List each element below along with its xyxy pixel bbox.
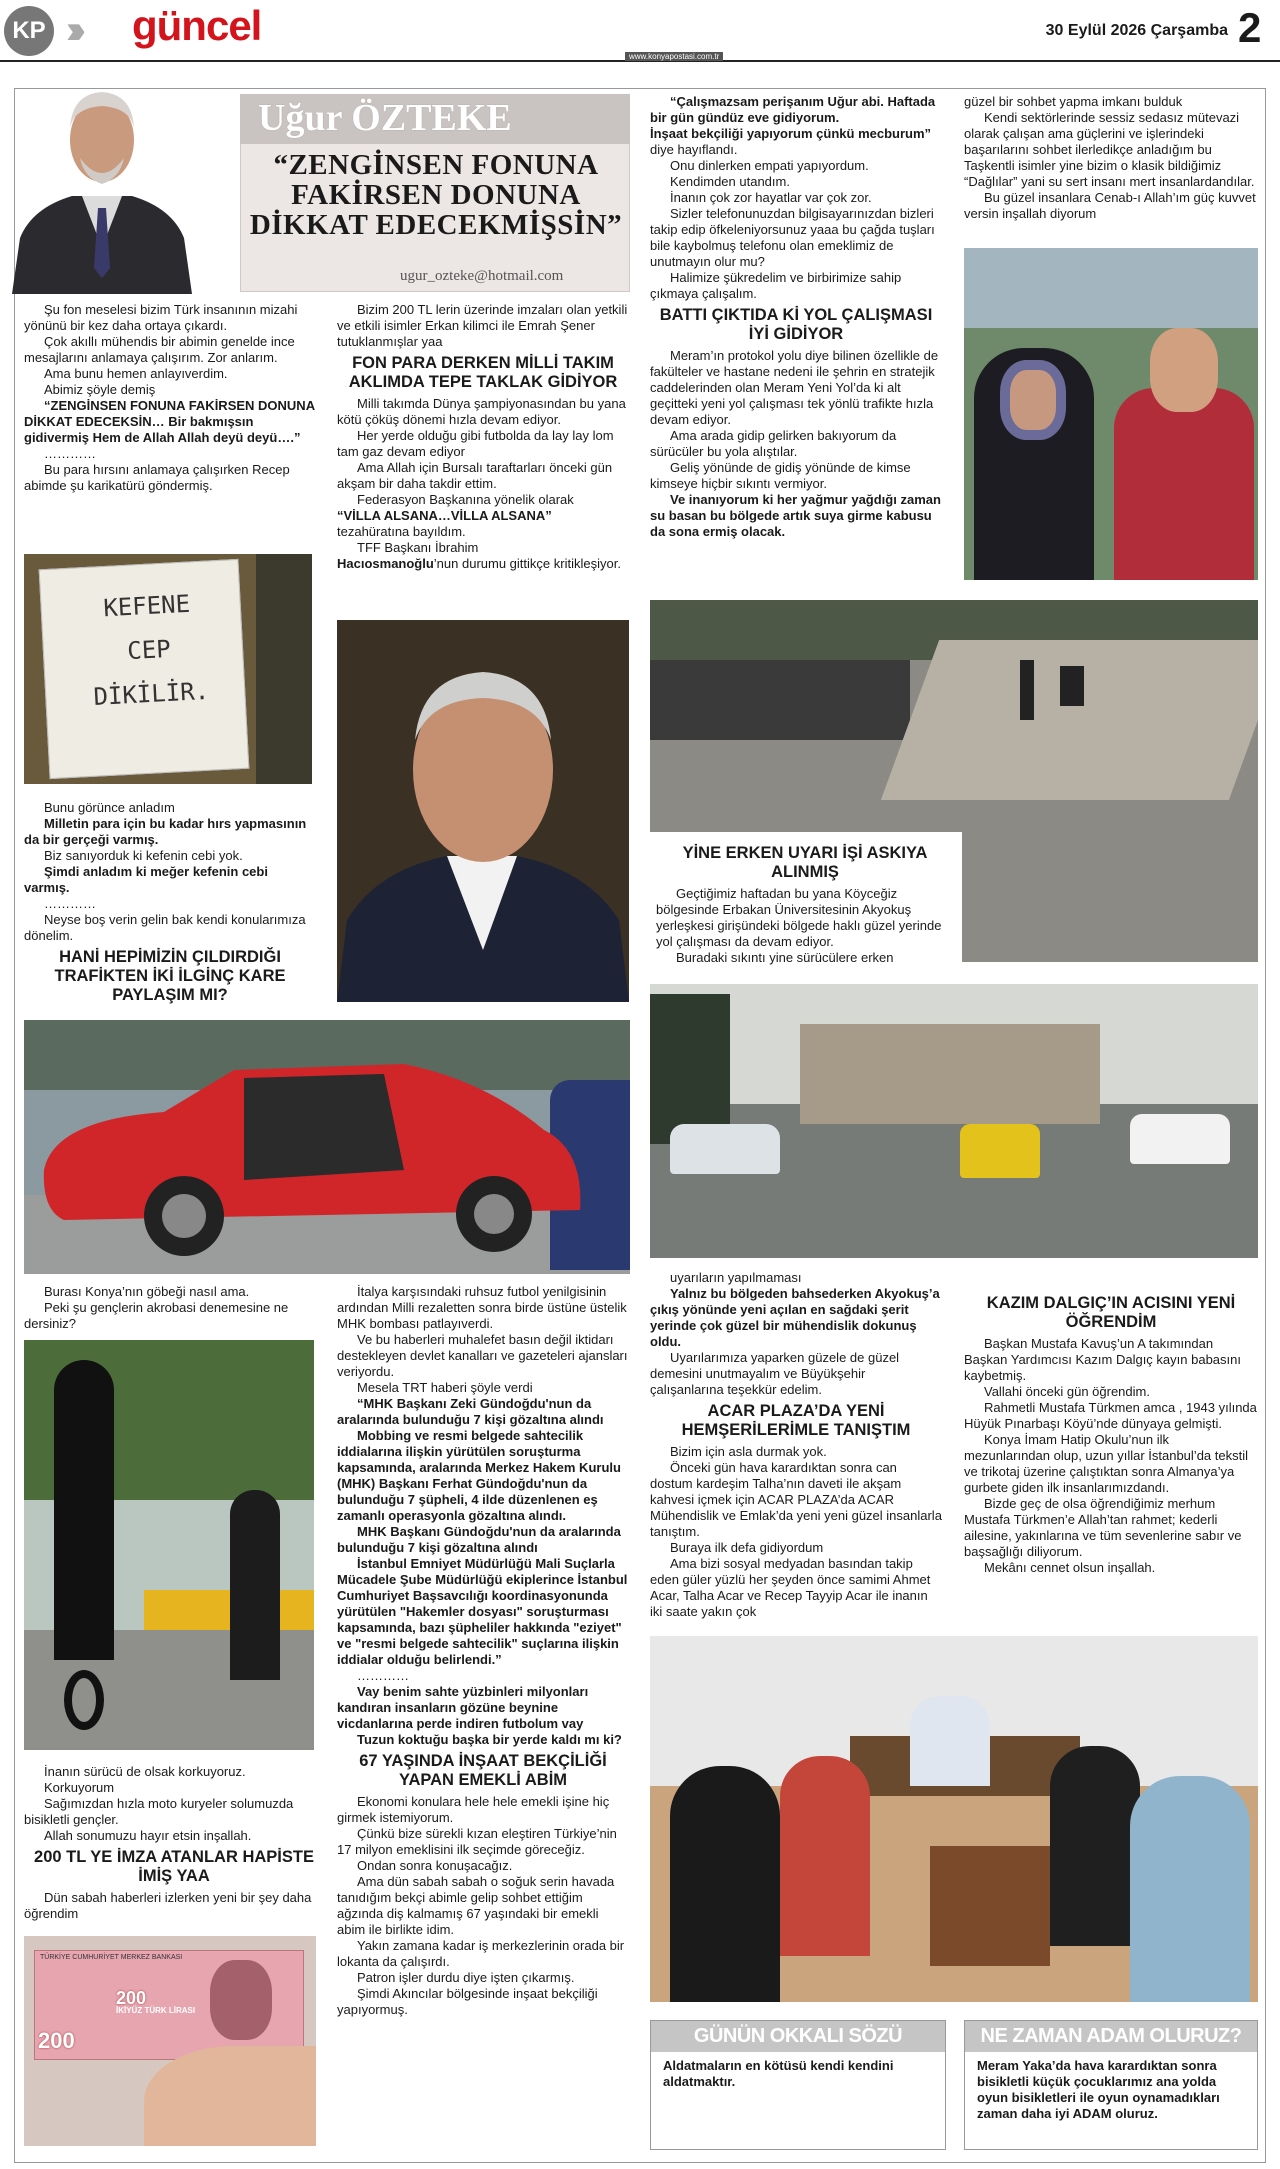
- paragraph: Ama arada gidip gelirken bakıyorum da sürücüler bu yola alıştılar.: [650, 428, 897, 459]
- headline-acar: ACAR PLAZA’DA YENİ HEMŞERİLERİMLE TANIŞTIM: [681, 1402, 911, 1439]
- paragraph: Federasyon Başkanına yönelik olarak: [357, 492, 574, 507]
- author-email[interactable]: ugur_ozteke@hotmail.com: [400, 268, 564, 284]
- paragraph: güzel bir sohbet yapma imkanı bulduk: [964, 94, 1183, 109]
- paragraph: TFF Başkanı İbrahim: [357, 540, 479, 555]
- paragraph: Ama Allah için Bursalı taraftarları önceki gün akşam bir daha takdir ettim.: [337, 460, 613, 491]
- paragraph: Ama bizi sosyal medyadan basından takip eden güler yüzlü her şeyden önce samimi Ahmet Acar, Talha Acar ve Recep Tayyip Acar ile inanın iki saate yakın çok: [650, 1556, 931, 1619]
- paragraph: Kendimden utandım.: [670, 174, 790, 189]
- paragraph: Bizde geç de olsa öğrendiğimiz merhum Mustafa Türkmen’e Allah’tan rahmet; kederli ailesine, yakınlarına ve tüm sevenlerine sabır ve başsağlığı diliyorum.: [964, 1496, 1242, 1559]
- column-4-bottom: [964, 1290, 1258, 1576]
- paragraph: Konya İmam Hatip Okulu’nun ilk mezunlarından olup, uzun yıllar İstanbul’da tekstil ve trikotaj üzerine çalıştıktan sonra Almanya’ya gurbete giden ilk insanlarımızdandı.: [964, 1432, 1248, 1495]
- paragraph: uyarıların yapılmaması: [670, 1270, 802, 1285]
- paragraph: Biz sanıyorduk ki kefenin cebi yok.: [44, 848, 243, 863]
- street-photo: [650, 984, 1258, 1258]
- sign-line: KEFENE: [102, 589, 191, 623]
- paragraph: Bizim için asla durmak yok.: [670, 1444, 827, 1459]
- column-title: “ZENGİNSEN FONUNA FAKİRSEN DONUNA DİKKAT EDECEKMİŞSİN”: [249, 149, 623, 241]
- paragraph: Şu fon meselesi bizim Türk insanının mizahi yönünü bir kez daha ortaya çıkardı.: [24, 302, 298, 333]
- quote-bold: İnşaat bekçiliği yapıyorum çünkü mecburum”: [650, 126, 932, 141]
- tff-president-photo: [337, 620, 629, 1002]
- quote-of-day-box: [650, 2020, 946, 2150]
- headline-yine: YİNE ERKEN UYARI İŞİ ASKIYA ALINMIŞ: [682, 844, 928, 881]
- page-number: 2: [1238, 4, 1262, 51]
- paragraph: Kendi sektörlerinde sessiz sedasız mütevazi olarak çalışan ama güçlerini ve işlerindeki başarılarını sohbet ilerledikçe anladığım bu Taşkentli isimler yine bizim o klasik bildiğimiz “Dağlılar” yani su sert insanı mert insanlardandılar.: [964, 110, 1255, 189]
- paragraph: Uyarılarımıza yaparken güzele de güzel demesini unutmayalım ve Büyükşehir çalışanlarına teşekkür edelim.: [650, 1350, 900, 1397]
- column-4-top: [964, 94, 1258, 222]
- paragraph: Milli takımda Dünya şampiyonasından bu yana kötü çöküş dönemi hızla devam ediyor.: [337, 396, 626, 427]
- author-photo: [2, 48, 202, 294]
- sign-line: CEP: [126, 634, 172, 666]
- paragraph: Burası Konya’nın göbeği nasıl ama.: [44, 1284, 250, 1299]
- couple-photo: [964, 248, 1258, 580]
- banknote-photo: [24, 1936, 316, 2146]
- issue-date: 30 Eylül 2026 Çarşamba: [1045, 22, 1228, 39]
- paragraph: Sizler telefonunuzdan bilgisayarınızdan bizleri takip edip öfkeleniyorsunuz yaaa bu çağda tuşları bile kaybolmuş telefonu olan emeklimiz de unutmayın olur mu?: [650, 206, 935, 269]
- paragraph: Her yerde olduğu gibi futbolda da lay lay lom tam gaz devam ediyor: [337, 428, 614, 459]
- chant-bold: “VİLLA ALSANA…VİLLA ALSANA”: [337, 508, 552, 523]
- paragraph-bold: Yalnız bu bölgeden bahsederken Akyokuş’a çıkış yönünde yeni açılan en sağdaki şerit yerinde çok güzel bir mühendislik dokunuş oldu.: [650, 1286, 940, 1349]
- paragraph: Önceki gün hava karardıktan sonra can dostum kardeşim Talha’nın daveti ile akşam kahvesi içmek için ACAR PLAZA’da ACAR Mühendislik ve Emlak’da yeni yeni güzel insanlarla tanıştım.: [650, 1460, 942, 1539]
- paragraph: Vallahi önceki gün öğrendim.: [984, 1384, 1150, 1399]
- headline-67: 67 YAŞINDA İNŞAAT BEKÇİLİĞİ YAPAN EMEKLİ ABİM: [359, 1752, 607, 1789]
- paragraph: Rahmetli Mustafa Türkmen amca , 1943 yılında Hüyük Pınarbaşı Köyü’nde dünyaya gelmişti.: [964, 1400, 1257, 1431]
- paragraph: Mekânı cennet olsun inşallah.: [984, 1560, 1156, 1575]
- paragraph: tezahüratına bayıldım.: [337, 524, 466, 539]
- chevron-arrows-icon: ›››: [66, 8, 76, 52]
- column-2-top: [337, 302, 629, 572]
- inline-text: diye hayıflandı.: [650, 142, 738, 157]
- banknote-value-center: 200: [116, 1988, 147, 2008]
- paragraph: Patron işler durdu diye işten çıkarmış.: [357, 1970, 575, 1985]
- section-title: güncel: [132, 2, 262, 49]
- column-1-bottom: [24, 1764, 324, 1922]
- paragraph: İnanın sürücü de olsak korkuyoruz.: [44, 1764, 246, 1779]
- quote-bold: Mobbing ve resmi belgede sahtecilik iddialarına ilişkin yürütülen soruşturma kapsamında, aralarında Merkez Hakem Kurulu (MHK) Başkanı Ferhat Gündoğdu'nun da bulunduğu 7 şüpheli, 4 ilde düzenlenen eş zamanlı operasyonla gözaltına alındı.: [337, 1428, 621, 1523]
- author-name: Uğur ÖZTEKE: [258, 97, 512, 139]
- paragraph: Geçtiğimiz haftadan bu yana Köyceğiz bölgesinde Erbakan Üniversitesinin Akyokuş yerleşkesi girişündeki bölgede haklı güzel yerinde yol çalışması da devam ediyor.: [656, 886, 942, 949]
- paragraph: Bunu görünce anladım: [44, 800, 175, 815]
- paragraph: Mesela TRT haberi şöyle verdi: [357, 1380, 533, 1395]
- quote-bold: MHK Başkanı Gündoğdu'nun da aralarında bulunduğu 7 kişi gözaltına alındı: [337, 1524, 621, 1555]
- paragraph: İnanın çok zor hayatlar var çok zor.: [670, 190, 872, 205]
- paragraph-bold: Vay benim sahte yüzbinleri milyonları kandıran insanların gözüne beynine vicdanlarına perde indiren futbolum vay: [337, 1684, 589, 1731]
- paragraph: Başkan Mustafa Kavuş’un A takımından Başkan Yardımcısı Kazım Dalgıç kayın babasını kaybetmiş.: [964, 1336, 1241, 1383]
- paragraph: Ve bu haberleri muhalefet basın değil iktidarı destekleyen devlet kanalları ve gazeteleri ajansları veriyordu.: [337, 1332, 628, 1379]
- headline-traffic: HANİ HEPİMİZİN ÇILDIRDIĞI TRAFİKTEN İKİ İLGİNÇ KARE PAYLAŞIM MI?: [54, 948, 286, 1004]
- paragraph-bold: Tuzun koktuğu başka bir yerde kaldı mı ki?: [357, 1732, 622, 1747]
- inline-text: ’nun durumu gittikçe kritikleşiyor.: [433, 556, 621, 571]
- paragraph: Çünkü bize sürekli kızan eleştiren Türkiye’nin 17 milyon emeklisini ilk seçimde göreceğiz.: [337, 1826, 617, 1857]
- paragraph: Ama dün sabah sabah o soğuk serin havada tanıdığım bekçi abimle gelip sohbet ettiğim ağzında diş kalmamış 67 yaşındaki bir emekli abim ile birlikte idim.: [337, 1874, 615, 1937]
- paragraph: …………: [357, 1668, 409, 1683]
- paragraph-bold: Ve inanıyorum ki her yağmur yağdığı zaman su basan bu bölgede artık suya girme kabusu da sona ermiş olacak.: [650, 492, 941, 539]
- banknote-value: 200: [38, 2028, 75, 2053]
- quote-bold: “MHK Başkanı Zeki Gündoğdu'nun da aralarında bulunduğu 7 kişi gözaltına alındı: [337, 1396, 604, 1427]
- quote-bold: İstanbul Emniyet Müdürlüğü Mali Suçlarla Mücadele Şube Müdürlüğü ekiplerince İstanbul Cumhuriyet Başsavcılığı koordinasyonunda yürütülen "Hakemler dosyası" soruşturması kapsamında, bazı şüpheliler hakkında "eziyet" ve "resmi belgede sahtecilik" suçlarına ilişkin iddialar olduğu belirlendi.”: [337, 1556, 628, 1667]
- paragraph: Yakın zamana kadar iş merkezlerinin orada bir lokanta da çalışırdı.: [337, 1938, 625, 1969]
- sign-line: DİKİLİR.: [92, 676, 210, 711]
- paragraph: Geliş yönünde de gidiş yönünde de kimse kimseye hiçbir sıkıntı vermiyor.: [650, 460, 911, 491]
- paragraph: Korkuyorum: [44, 1780, 115, 1795]
- paragraph: Meram’ın protokol yolu diye bilinen özellikle de fakülteler ve hastane nedeni ile şehrin en stratejik caddelerinden olan Meram Yeni Yol’da ki alt geçitteki yeni yol çalışması tek yönlü trafikte hızla devam ediyor.: [650, 348, 939, 427]
- office-group-photo: [650, 1636, 1258, 2002]
- box-text: Meram Yaka’da hava karardıktan sonra bisikletli küçük çocuklarımız ana yolda oyun bisikletleri ile oyun oynamadıkları zaman daha iyi ADAM oluruz.: [977, 2058, 1220, 2121]
- paragraph-bold: Şimdi anladım ki meğer kefenin cebi varmış.: [24, 864, 268, 895]
- scooter-riders-photo: [24, 1340, 314, 1750]
- column-3-mid: [656, 840, 954, 966]
- when-adam-box: [964, 2020, 1258, 2150]
- paragraph: Buraya ilk defa gidiyordum: [670, 1540, 824, 1555]
- column-3-top: [650, 94, 942, 540]
- paragraph: Buradaki sıkıntı yine sürücülere erken: [676, 950, 894, 965]
- box-title: GÜNÜN OKKALI SÖZÜ: [651, 2021, 945, 2052]
- red-car-photo: [24, 1020, 630, 1274]
- paragraph: …………: [44, 446, 96, 461]
- column-3-bottom: [650, 1270, 942, 1620]
- column-1-mid: [24, 800, 316, 1009]
- paragraph: Ondan sonra konuşacağız.: [357, 1858, 513, 1873]
- paragraph: İtalya karşısındaki ruhsuz futbol yenilgisinin ardından Milli rezaletten sonra birde üstüne üstelik MHK bombası patlayıverdi.: [337, 1284, 627, 1331]
- paragraph: Onu dinlerken empati yapıyordum.: [670, 158, 869, 173]
- paragraph: Halimize şükredelim ve birbirimize sahip çıkmaya çalışalım.: [650, 270, 902, 301]
- column-1-caption: [24, 1284, 324, 1332]
- paragraph-bold: Milletin para için bu kadar hırs yapmasının da bir gerçeği varmış.: [24, 816, 307, 847]
- box-title: NE ZAMAN ADAM OLURUZ?: [965, 2021, 1257, 2052]
- headline-kazim: KAZIM DALGIÇ’IN ACISINI YENİ ÖĞRENDİM: [986, 1294, 1236, 1331]
- quote-bold: “Çalışmazsam perişanım Uğur abi. Haftada bir gün gündüz eve gidiyorum.: [650, 94, 936, 125]
- newspaper-logo[interactable]: KP: [4, 6, 54, 56]
- cartoon-kefen-photo: [24, 554, 312, 784]
- paragraph: Neyse boş verin gelin bak kendi konularımıza dönelim.: [24, 912, 306, 943]
- headline-fon: FON PARA DERKEN MİLLİ TAKIM AKLIMDA TEPE TAKLAK GİDİYOR: [348, 354, 618, 391]
- paragraph: Çok akıllı mühendis bir abimin genelde ince mesajlarını anlamaya çalışırım. Zor anlarım.: [24, 334, 295, 365]
- sign-text: [81, 581, 218, 720]
- headline-200tl: 200 TL YE İMZA ATANLAR HAPİSTE İMİŞ YAA: [34, 1848, 314, 1885]
- headline-batti: BATTI ÇIKTIDA Kİ YOL ÇALIŞMASI İYİ GİDİYOR: [659, 306, 933, 343]
- banknote-bank: TÜRKİYE CUMHURİYET MERKEZ BANKASI: [40, 1954, 183, 1961]
- paragraph: Ekonomi konulara hele hele emekli işine hiç girmek istemiyorum.: [337, 1794, 610, 1825]
- quote-bold: “ZENGİNSEN FONUNA FAKİRSEN DONUNA DİKKAT EDECEKSİN… Bir bakmışsın gidivermiş Hem de Allah Allah deyü deyü….”: [24, 398, 315, 445]
- paragraph: Abimiz şöyle demiş: [44, 382, 156, 397]
- paragraph: Peki şu gençlerin akrobasi denemesine ne dersiniz?: [24, 1300, 289, 1331]
- paragraph: Bizim 200 TL lerin üzerinde imzaları olan yetkili ve etkili isimler Erkan kilimci ile Emrah Şener tutuklanmışlar yaa: [337, 302, 628, 349]
- paragraph: Bu para hırsını anlamaya çalışırken Recep abimde şu karikatürü göndermiş.: [24, 462, 290, 493]
- site-url: www.konyapostasi.com.tr: [625, 52, 723, 61]
- column-1-top: [24, 302, 316, 494]
- paragraph: Şimdi Akıncılar bölgesinde inşaat bekçiliği yapıyormuş.: [337, 1986, 598, 2017]
- paragraph: Dün sabah haberleri izlerken yeni bir şey daha öğrendim: [24, 1890, 312, 1921]
- name-bold: Hacıosmanoğlu: [337, 556, 434, 571]
- paragraph: Allah sonumuzu hayır etsin inşallah.: [44, 1828, 252, 1843]
- column-2-bottom: [337, 1284, 629, 2018]
- paragraph: Ama bunu hemen anlayıverdim.: [44, 366, 228, 381]
- paragraph: Sağımızdan hızla moto kuryeler solumuzda bisikletli gençler.: [24, 1796, 294, 1827]
- paragraph: …………: [44, 896, 96, 911]
- paragraph: Bu güzel insanlara Cenab-ı Allah’ım güç kuvvet versin inşallah diyorum: [964, 190, 1256, 221]
- banknote-text: İKİYÜZ TÜRK LİRASI: [116, 2006, 196, 2015]
- box-text: Aldatmaların en kötüsü kendi kendini aldatmaktır.: [663, 2058, 894, 2089]
